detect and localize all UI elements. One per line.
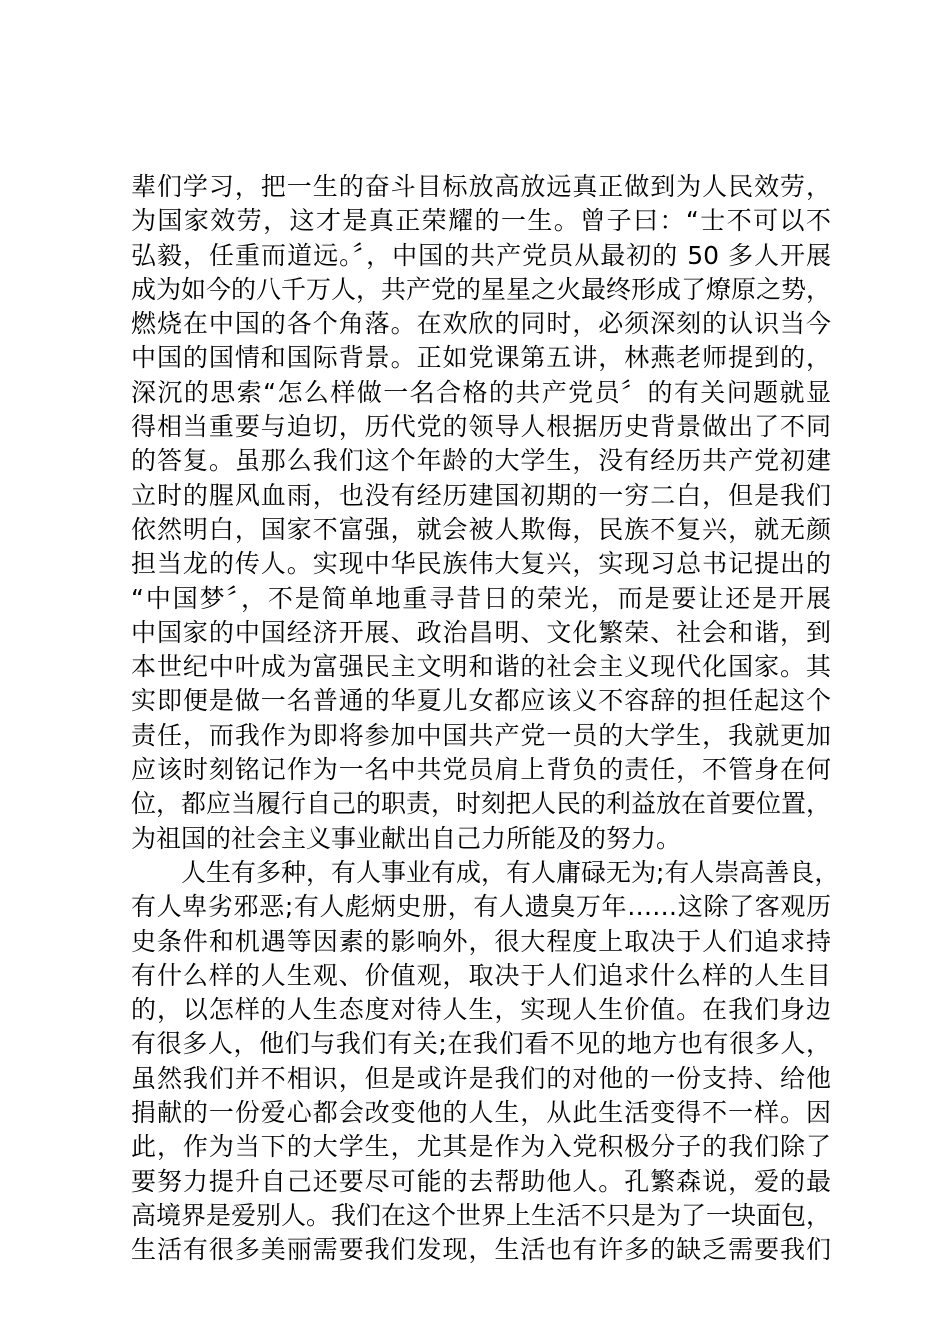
text-line: 生活有很多美丽需要我们发现，生活也有许多的缺乏需要我们 [131,1235,831,1265]
text-line: 此，作为当下的大学生，尤其是作为入党积极分子的我们除了 [131,1132,831,1162]
text-line: 高境界是爱别人。我们在这个世界上生活不只是为了一块面包， [131,1200,832,1230]
text-line: “中国梦〞，不是简单地重寻昔日的荣光，而是要让还是开展 [131,583,831,613]
text-line: 实即便是做一名普通的华夏儿女都应该义不容辞的担任起这个 [131,686,831,716]
text-line: 的，以怎样的人生态度对待人生，实现人生价值。在我们身边 [131,995,831,1025]
text-line: 位，都应当履行自己的职责，时刻把人民的利益放在首要位置， [131,789,832,819]
text-line: 成为如今的八千万人，共产党的星星之火最终形成了燎原之势， [131,274,832,304]
text-line: 辈们学习，把一生的奋斗目标放高放远真正做到为人民效劳， [131,172,831,201]
text-line: 虽然我们并不相识，但是或许是我们的对他的一份支持、给他 [131,1063,831,1093]
text-line: 深沉的思索“怎么样做一名合格的共产党员〞的有关问题就显 [131,377,831,407]
text-line: 的答复。虽那么我们这个年龄的大学生，没有经历共产党初建 [131,446,831,476]
text-line: 燃烧在中国的各个角落。在欢欣的同时，必须深刻的认识当今 [131,309,831,339]
text-line: 担当龙的传人。实现中华民族伟大复兴，实现习总书记提出的 [131,549,831,579]
text-line: 中国的国情和国际背景。正如党课第五讲，林燕老师提到的， [131,343,831,373]
text-line: 中国家的中国经济开展、政治昌明、文化繁荣、社会和谐，到 [131,617,831,647]
text-line: 捐献的一份爱心都会改变他的人生，从此生活变得不一样。因 [131,1098,831,1128]
paragraph-last-line: 为祖国的社会主义事业献出自己力所能及的努力。 [131,823,682,853]
text-line: 应该时刻铭记作为一名中共党员肩上背负的责任，不管身在何 [131,755,831,785]
text-line: 有很多人，他们与我们有关;在我们看不见的地方也有很多人， [131,1029,831,1059]
paragraph-first-line: 人生有多种，有人事业有成，有人庸碌无为;有人崇高善良， [181,857,840,887]
body-text [131,170,840,1268]
text-line: 责任，而我作为即将参加中国共产党一员的大学生，我就更加 [131,720,831,750]
text-line: 依然明白，国家不富强，就会被人欺侮，民族不复兴，就无颜 [131,514,831,544]
text-line: 有人卑劣邪恶;有人彪炳史册，有人遗臭万年……这除了客观历 [131,892,831,922]
text-line: 弘毅，任重而道远。〞，中国的共产党员从最初的 50 多人开展 [131,240,831,270]
text-line: 史条件和机遇等因素的影响外，很大程度上取决于人们追求持 [131,926,831,956]
text-line: 要努力提升自己还要尽可能的去帮助他人。孔繁森说，爱的最 [131,1166,831,1196]
text-line: 得相当重要与迫切，历代党的领导人根据历史背景做出了不同 [131,412,831,442]
text-line: 有什么样的人生观、价值观，取决于人们追求什么样的人生目 [131,960,831,990]
text-line: 为国家效劳，这才是真正荣耀的一生。曾子曰：“士不可以不 [131,206,831,236]
text-line: 立时的腥风血雨，也没有经历建国初期的一穷二白，但是我们 [131,480,831,510]
text-line: 本世纪中叶成为富强民主文明和谐的社会主义现代化国家。其 [131,652,831,682]
